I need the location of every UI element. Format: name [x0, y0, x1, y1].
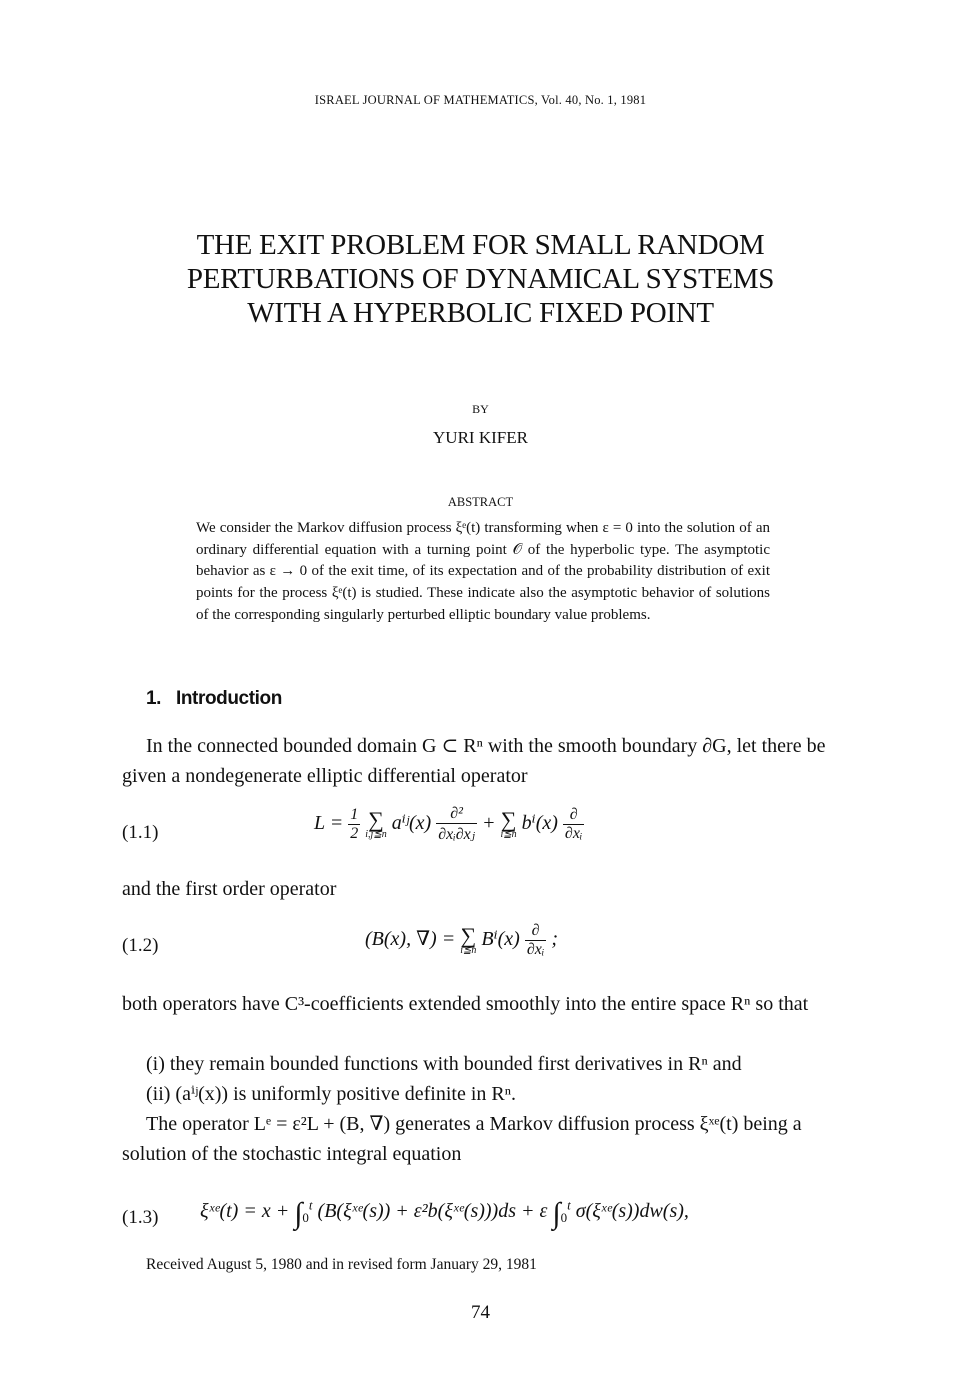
- eq1-half-fraction: [348, 806, 360, 843]
- eq2-derivative: [525, 922, 547, 959]
- title-line-2: PERTURBATIONS OF DYNAMICAL SYSTEMS: [186, 263, 775, 295]
- eq1-sum2-sub: i≦n: [500, 828, 517, 840]
- condition-item-1: (i) they remain bounded functions with bounded first derivatives in Rⁿ and: [146, 1053, 742, 1075]
- paragraph-coefficients: both operators have C³-coefficients extended smoothly into the entire space Rⁿ so that: [122, 993, 809, 1015]
- journal-header: ISRAEL JOURNAL OF MATHEMATICS, Vol. 40, No. 1, 1981: [314, 93, 647, 107]
- integral-upper-2: t: [567, 1197, 571, 1213]
- eq1-d-den: ∂xᵢ: [564, 825, 583, 842]
- equation-label-1-2: (1.2): [122, 935, 159, 956]
- eq3-integrand-2: σ(ξˣᵉ(s))dw(s),: [575, 1200, 689, 1222]
- paragraph-first-order: and the first order operator: [122, 878, 337, 900]
- eq1-sum-sub: i,j≦n: [365, 828, 387, 840]
- eq2-d-den: ∂xᵢ: [526, 941, 545, 958]
- section-number: 1.: [146, 688, 162, 709]
- section-title: Introduction: [175, 688, 282, 709]
- author-name: YURI KIFER: [433, 428, 528, 447]
- equation-label-1-3: (1.3): [122, 1207, 159, 1228]
- eq1-second-derivative: [436, 805, 477, 844]
- eq1-coef: aⁱʲ(x): [391, 812, 432, 835]
- eq2-end: ;: [551, 928, 559, 951]
- equation-1-3: [200, 1197, 689, 1231]
- eq2-sum-sub: i≦n: [460, 944, 477, 956]
- eq2-lhs: (B(x), ∇) =: [365, 928, 456, 951]
- eq1-half-den: 2: [350, 825, 359, 842]
- section-heading: [146, 688, 282, 710]
- integral-sign-2: ∫: [552, 1197, 561, 1230]
- equation-label-1-1: (1.1): [122, 822, 159, 843]
- abstract-heading: ABSTRACT: [447, 495, 514, 509]
- condition-item-2: (ii) (aⁱʲ(x)) is uniformly positive definite in Rⁿ.: [146, 1083, 517, 1105]
- eq1-sum2-symbol: ∑ i≦n: [500, 806, 517, 840]
- integral-lower-2: 0: [560, 1210, 568, 1225]
- paragraph-intro: In the connected bounded domain G ⊂ Rⁿ with the smooth boundary ∂G, let there be given a nondegenerate elliptic differential operator: [122, 735, 826, 787]
- eq3-integrand-1: (B(ξˣᵉ(s)) + ε²b(ξˣᵉ(s)))ds + ε: [317, 1200, 548, 1222]
- paragraph-operator: The operator Lᵉ = ε²L + (B, ∇) generates a Markov diffusion process ξˣᵉ(t) being a solution of the stochastic integral equation: [122, 1113, 802, 1165]
- eq1-first-derivative: [563, 806, 585, 843]
- eq2-sum-symbol: ∑ i≦n: [460, 922, 477, 956]
- received-note: Received August 5, 1980 and in revised form January 29, 1981: [146, 1256, 537, 1273]
- eq2-coef: Bⁱ(x): [481, 928, 520, 951]
- integral-upper-1: t: [308, 1197, 313, 1213]
- title-line-1: THE EXIT PROBLEM FOR SMALL RANDOM: [196, 229, 765, 261]
- eq1-sum-symbol: ∑ i,j≦n: [365, 806, 387, 840]
- eq1-d2-den: ∂xᵢ∂xⱼ: [438, 826, 475, 843]
- eq3-lhs: ξˣᵉ(t) = x +: [200, 1200, 290, 1222]
- title-line-3: WITH A HYPERBOLIC FIXED POINT: [247, 297, 714, 329]
- eq1-d2-num: ∂²: [436, 805, 477, 824]
- eq1-d-num: ∂: [563, 806, 585, 825]
- eq1-coef2: bⁱ(x): [521, 812, 558, 835]
- by-label: BY: [472, 402, 489, 416]
- eq1-plus: +: [482, 812, 496, 835]
- integral-lower-1: 0: [302, 1210, 309, 1225]
- eq2-d-num: ∂: [525, 922, 547, 941]
- paper-title: [0, 228, 961, 330]
- eq1-lhs: L =: [314, 812, 349, 835]
- eq1-half-num: 1: [350, 806, 359, 823]
- page-number: 74: [471, 1302, 490, 1323]
- equation-1-2: [365, 922, 558, 959]
- abstract-text: We consider the Markov diffusion process ξᵉ(t) transforming when ε = 0 into the solution of an ordinary differential equation with a turning point 𝒪 of the hyperbolic type. The asymptotic behavior as ε → 0 of the exit time, of its expectation and of the probability distribution of exit points for the process ξᵉ(t) is studied. These indicate also the asymptotic behavior of solutions of the corresponding singularly perturbed elliptic boundary value problems.: [196, 520, 770, 623]
- equation-1-1: [314, 805, 584, 844]
- integral-sign-1: ∫: [294, 1197, 303, 1230]
